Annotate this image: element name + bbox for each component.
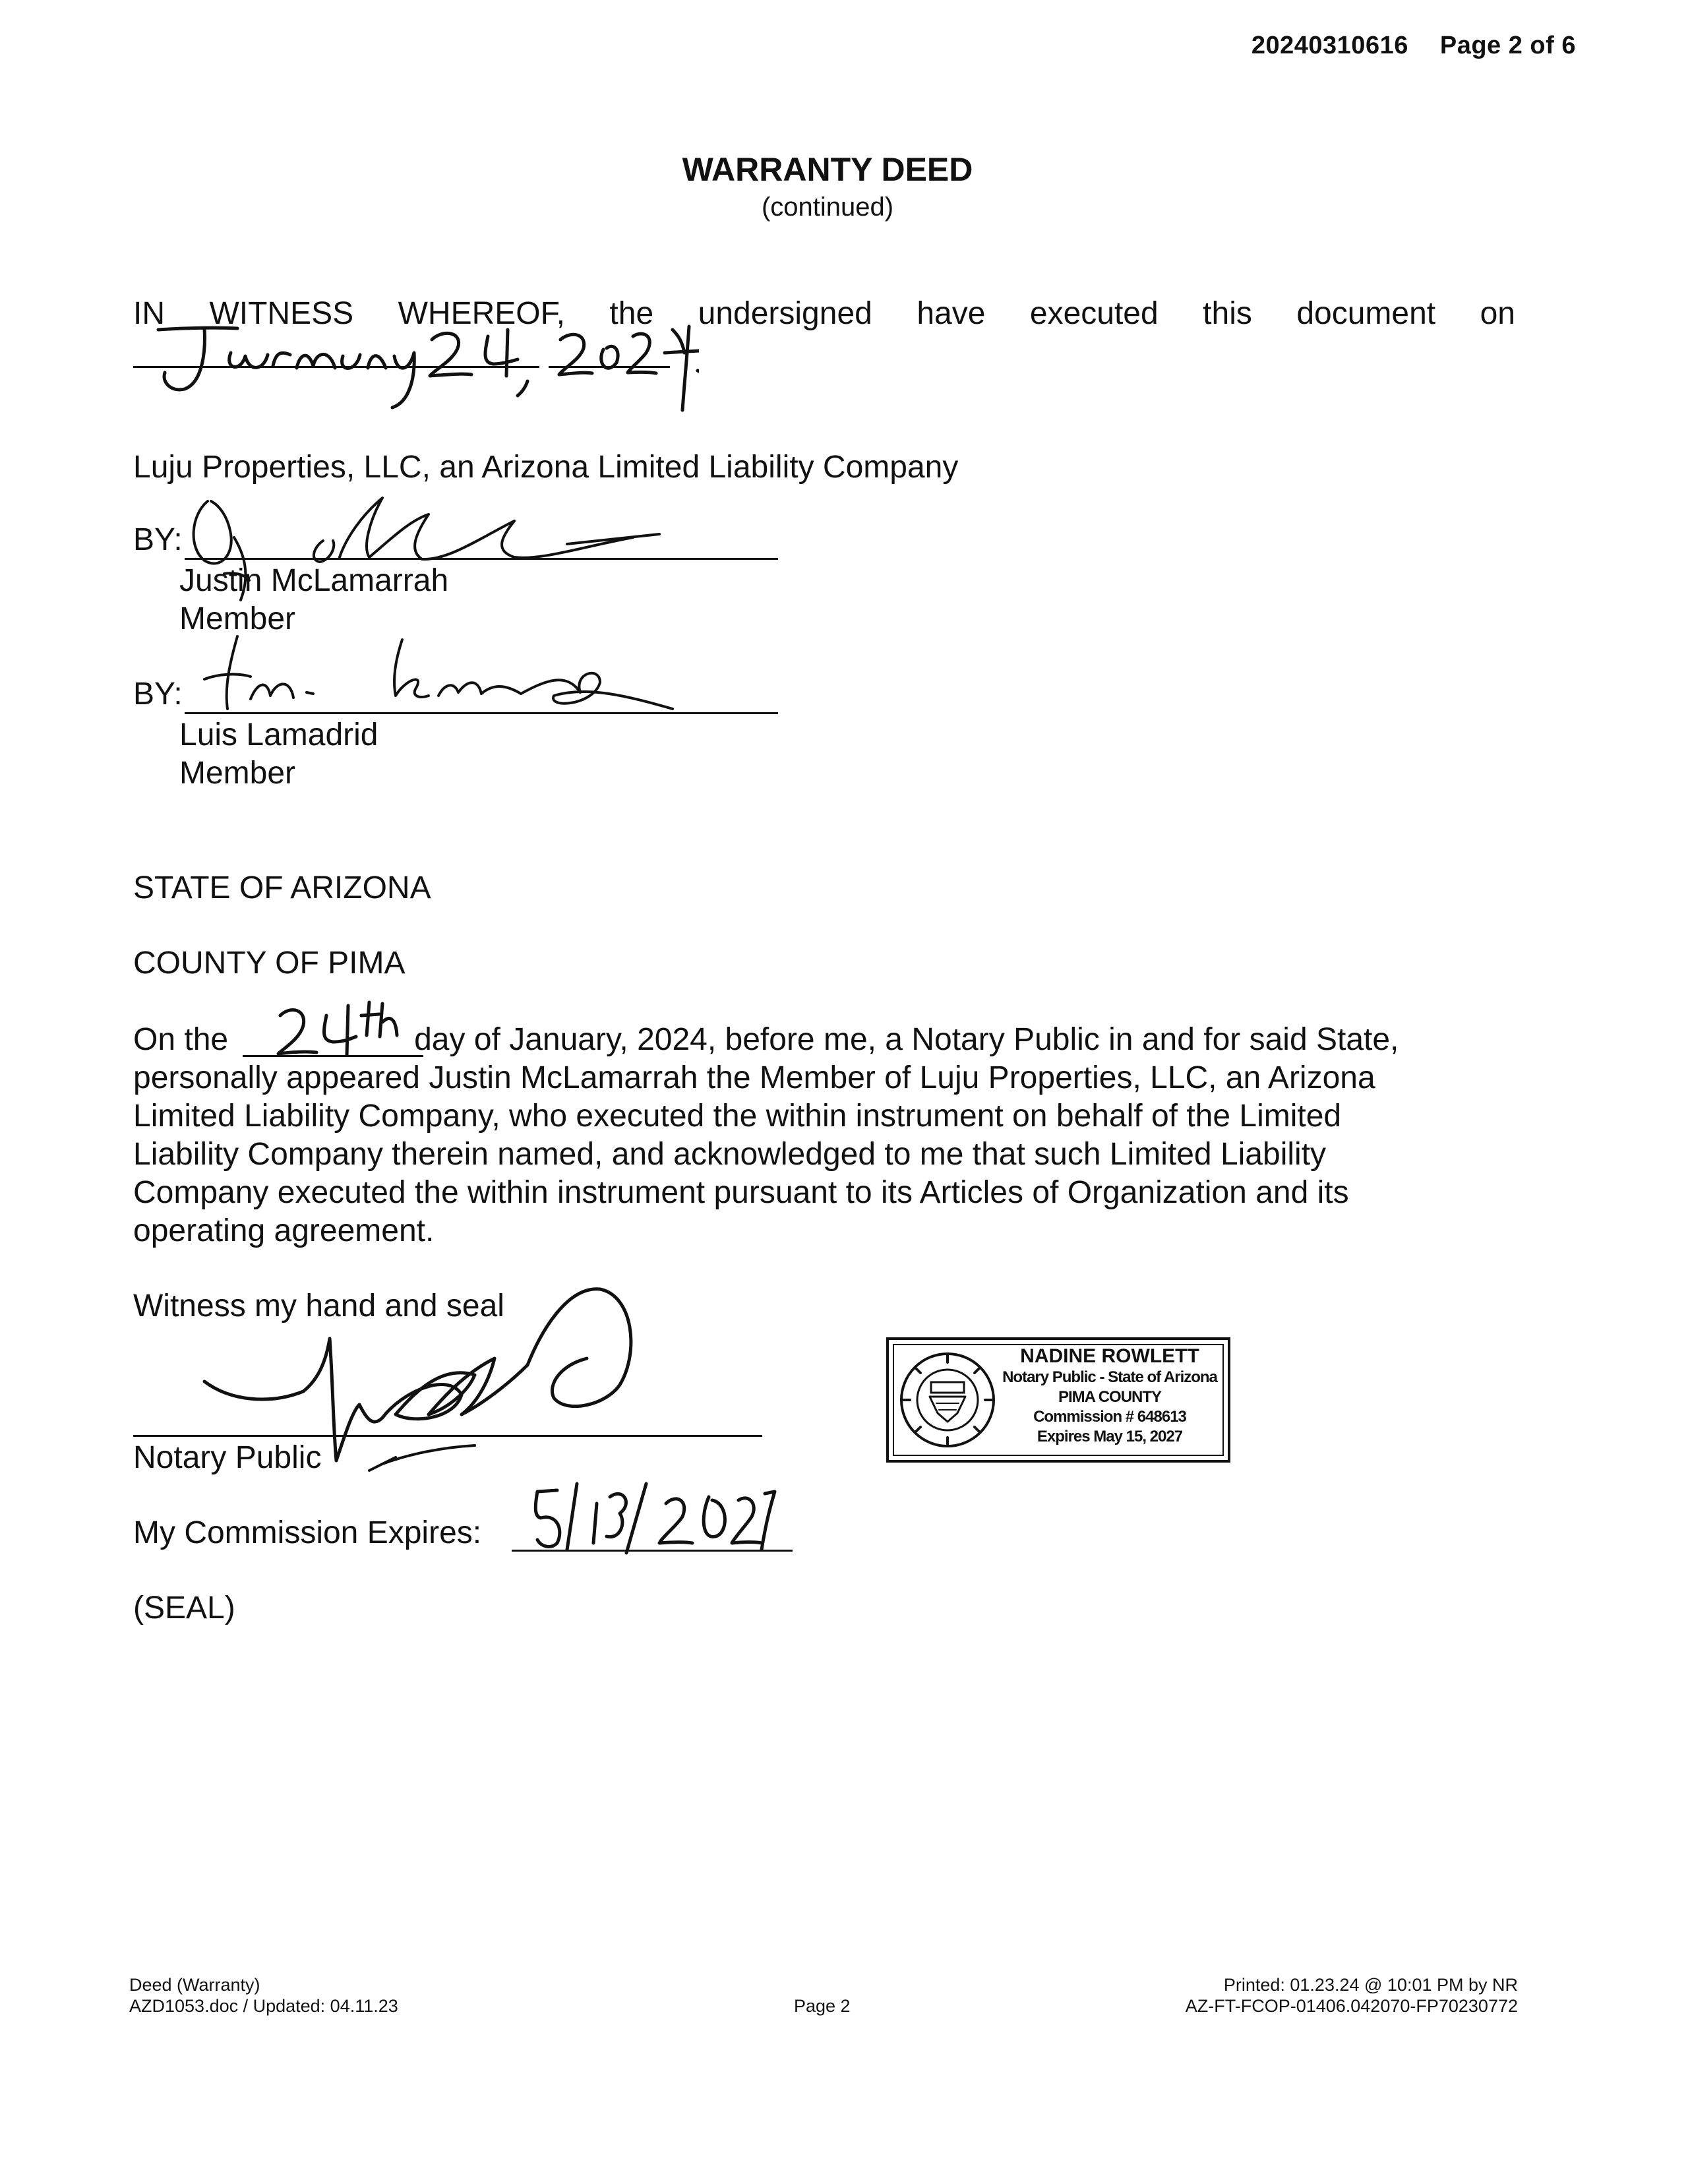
witness-word: document [1296, 296, 1436, 331]
page-indicator: Page 2 of 6 [1439, 32, 1576, 59]
witness-word: IN [133, 296, 165, 331]
signer-1-title: Member [179, 601, 296, 636]
notary-expiry: Expires May 15, 2027 [1037, 1428, 1183, 1445]
footer-printed: Printed: 01.23.24 @ 10:01 PM by NR [1223, 1975, 1518, 1995]
witness-word: this [1203, 296, 1252, 331]
signer-2-signature [178, 633, 745, 725]
signer-1-signature [171, 475, 673, 607]
witness-word: on [1480, 296, 1515, 331]
county-line: COUNTY OF PIMA [133, 946, 406, 981]
notary-commission-number: Commission # 648613 [1033, 1408, 1186, 1426]
footer-order-id: AZ-FT-FCOP-01406.042070-FP70230772 [1185, 1996, 1518, 2016]
company-line: Luju Properties, LLC, an Arizona Limited Liability Company [133, 450, 959, 485]
ack-line-1-suffix: day of January, 2024, before me, a Notary Public in and for said State, [414, 1022, 1399, 1057]
commission-expires-label: My Commission Expires: [133, 1515, 482, 1550]
notary-stamp [886, 1337, 1230, 1463]
signer-2-by-label: BY: [133, 677, 183, 712]
seal-label: (SEAL) [133, 1591, 235, 1625]
arizona-seal-icon [898, 1350, 997, 1449]
ack-line-1-prefix: On the [133, 1022, 229, 1057]
footer-form-file: AZD1053.doc / Updated: 04.11.23 [129, 1996, 398, 2016]
footer-left [129, 1974, 398, 2017]
witness-word: WHEREOF, [398, 296, 565, 331]
witness-word: the [609, 296, 654, 331]
signer-1-by-label: BY: [133, 522, 183, 557]
footer-form-name: Deed (Warranty) [129, 1975, 260, 1995]
document-title: WARRANTY DEED [682, 151, 973, 188]
handwritten-commission-expiry [528, 1477, 778, 1556]
document-number: 20240310616 [1251, 32, 1408, 59]
witness-hand-seal: Witness my hand and seal [133, 1289, 504, 1323]
footer-page-number: Page 2 [794, 1996, 851, 2016]
notary-name: NADINE ROWLETT [1020, 1345, 1199, 1367]
notary-stamp-text [1001, 1345, 1219, 1447]
ack-line-4: Liability Company therein named, and acknowledged to me that such Limited Liability [133, 1137, 1327, 1172]
ack-line-2: personally appeared Justin McLamarrah the Member of Luju Properties, LLC, an Arizona [133, 1060, 1375, 1095]
notary-county: PIMA COUNTY [1058, 1388, 1162, 1406]
handwritten-day [264, 996, 422, 1062]
ack-line-3: Limited Liability Company, who executed the within instrument on behalf of the Limited [133, 1099, 1342, 1134]
document-subtitle: (continued) [761, 193, 894, 222]
signer-1-name: Justin McLamarrah [179, 563, 449, 598]
notary-public-label: Notary Public [133, 1440, 322, 1475]
notary-signature [198, 1273, 673, 1484]
witness-word: WITNESS [209, 296, 354, 331]
witness-word: executed [1029, 296, 1159, 331]
notary-state: Notary Public - State of Arizona [1002, 1368, 1217, 1386]
handwritten-execution-date [132, 290, 699, 415]
ack-line-6: operating agreement. [133, 1213, 435, 1248]
ack-line-5: Company executed the within instrument pursuant to its Articles of Organization and its [133, 1175, 1349, 1210]
state-line: STATE OF ARIZONA [133, 870, 431, 905]
signer-2-title: Member [179, 756, 296, 791]
page-header [1251, 32, 1576, 60]
witness-word: have [917, 296, 986, 331]
signer-2-name: Luis Lamadrid [179, 717, 378, 752]
witness-word: undersigned [698, 296, 872, 331]
footer-right [1186, 1974, 1518, 2017]
